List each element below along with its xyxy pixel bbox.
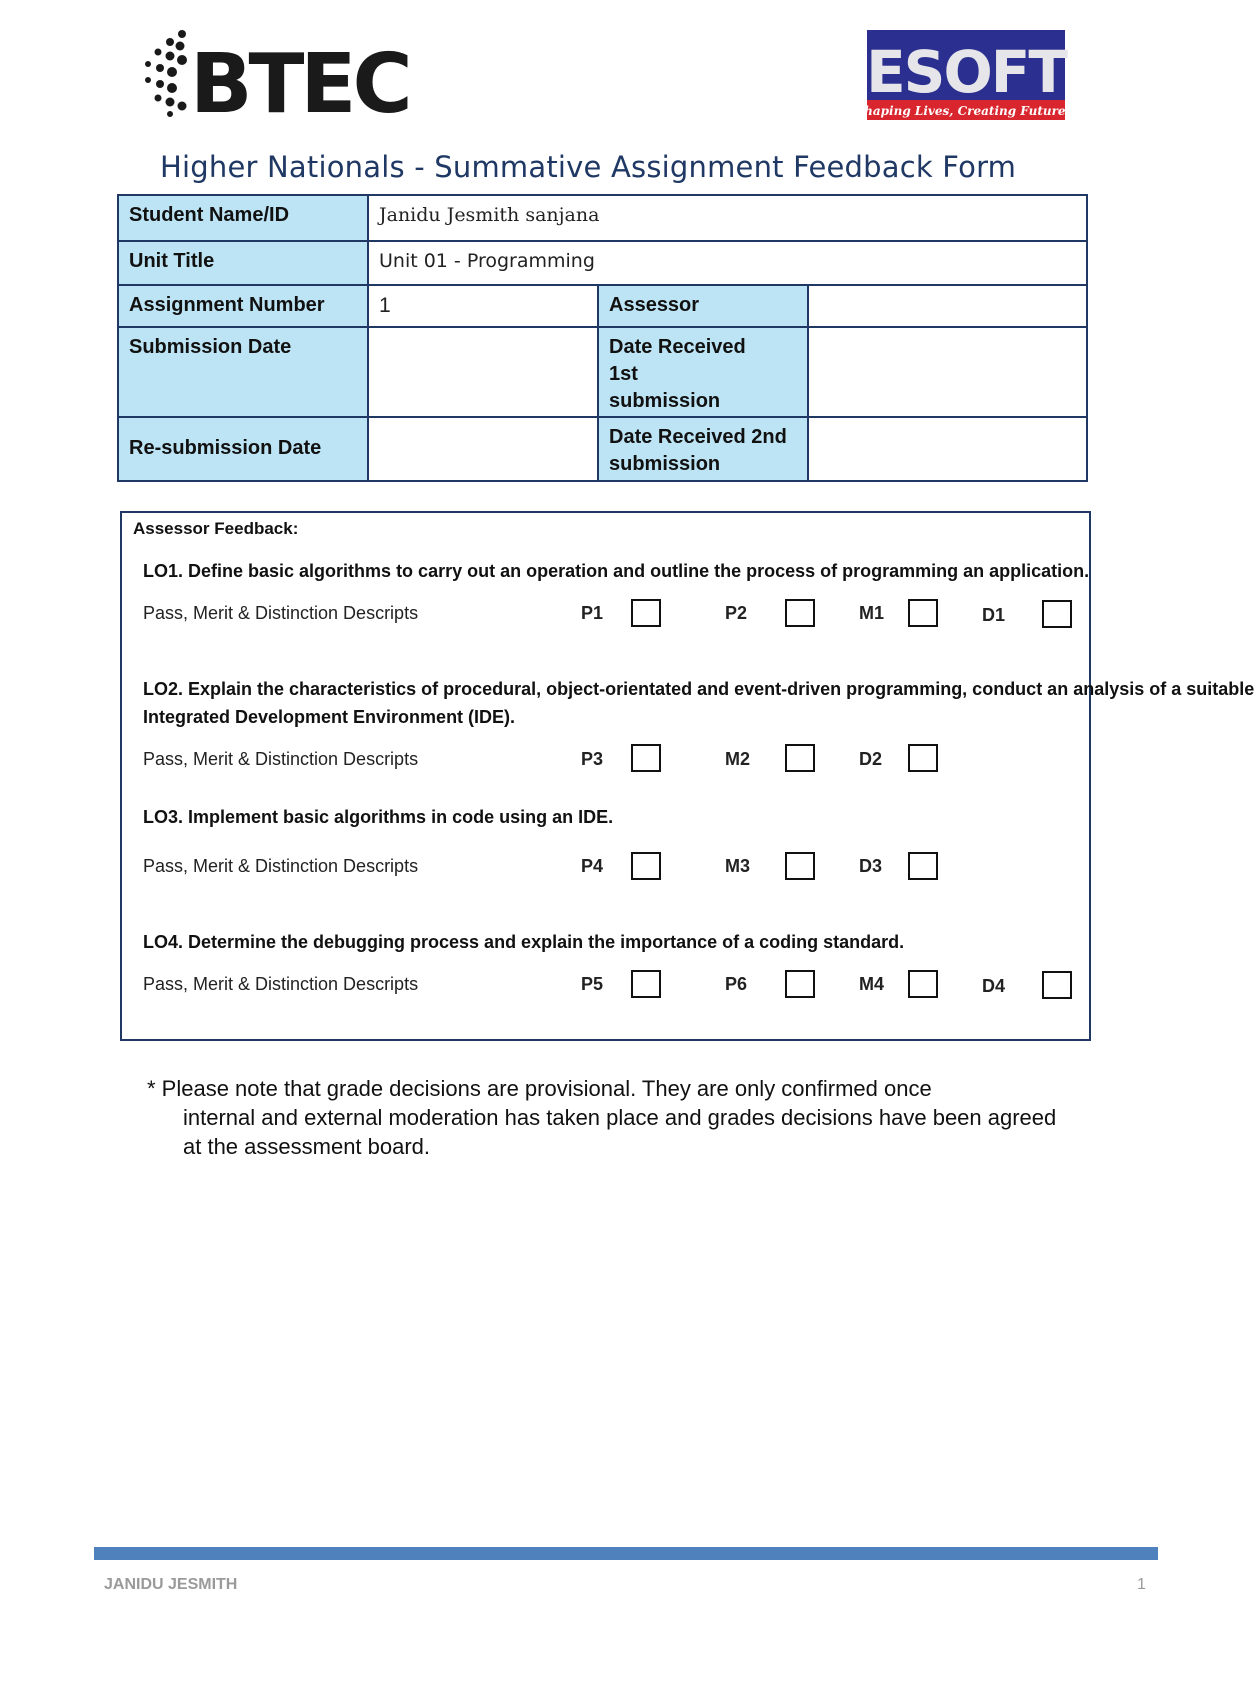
page-number: 1: [1137, 1576, 1146, 1593]
grade-note: [147, 1074, 1067, 1161]
feedback-heading: Assessor Feedback:: [133, 519, 299, 538]
p4-checkbox[interactable]: [631, 852, 661, 880]
footer-divider: [94, 1547, 1158, 1560]
lo3-text: LO3. Implement basic algorithms in code using an IDE.: [143, 807, 614, 827]
grade-note-line1: * Please note that grade decisions are provisional. They are only confirmed once: [147, 1076, 932, 1101]
form-title: Higher Nationals - Summative Assignment Feedback Form: [160, 150, 1017, 184]
unit-title-field[interactable]: Unit 01 - Programming: [367, 240, 1088, 286]
descripts-label: Pass, Merit & Distinction Descripts: [143, 974, 419, 994]
date-received-1st-label: Date Received 1st submission: [597, 326, 809, 418]
grade-code: P4: [581, 856, 604, 876]
grade-code: P3: [581, 749, 604, 769]
date-received-1st-field[interactable]: [807, 326, 1088, 418]
p1-checkbox[interactable]: [631, 599, 661, 627]
assessor-field[interactable]: [807, 284, 1088, 328]
student-name-label: Student Name/ID: [117, 194, 369, 242]
p6-checkbox[interactable]: [785, 970, 815, 998]
grade-code: D4: [982, 976, 1006, 996]
resubmission-date-label: Re-submission Date: [117, 416, 369, 482]
grade-code: M3: [725, 856, 751, 876]
grade-code: M1: [859, 603, 885, 623]
d1-checkbox[interactable]: [1042, 600, 1072, 628]
btec-logo-text: BTEC: [190, 37, 409, 132]
lo2-text: LO2. Explain the characteristics of procedural, object-orientated and event-driven programming, conduct an analysis of a suitable: [143, 679, 1254, 699]
assignment-number-label: Assignment Number: [117, 284, 369, 328]
grade-code: P1: [581, 603, 604, 623]
descripts-label: Pass, Merit & Distinction Descripts: [143, 603, 419, 623]
footer-author: JANIDU JESMITH: [104, 1576, 238, 1593]
unit-title-label: Unit Title: [117, 240, 369, 286]
d2-checkbox[interactable]: [908, 744, 938, 772]
m4-checkbox[interactable]: [908, 970, 938, 998]
grade-code: D3: [859, 856, 883, 876]
assessor-feedback-box: [120, 511, 1254, 1041]
p5-checkbox[interactable]: [631, 970, 661, 998]
esoft-logo-text: ESOFT: [866, 38, 1066, 106]
grade-code: M2: [725, 749, 751, 769]
btec-logo: [140, 22, 409, 132]
esoft-tagline: Shaping Lives, Creating Futures.: [855, 104, 1077, 118]
esoft-logo: [855, 30, 1077, 120]
student-name-field[interactable]: Janidu Jesmith sanjana: [367, 194, 1088, 242]
d3-checkbox[interactable]: [908, 852, 938, 880]
assignment-number-field[interactable]: 1: [367, 284, 599, 328]
grade-code: D2: [859, 749, 883, 769]
m1-checkbox[interactable]: [908, 599, 938, 627]
grade-code: P5: [581, 974, 604, 994]
m3-checkbox[interactable]: [785, 852, 815, 880]
descripts-label: Pass, Merit & Distinction Descripts: [143, 856, 419, 876]
d4-checkbox[interactable]: [1042, 971, 1072, 999]
grade-code: P2: [725, 603, 748, 623]
m2-checkbox[interactable]: [785, 744, 815, 772]
p3-checkbox[interactable]: [631, 744, 661, 772]
grade-code: P6: [725, 974, 748, 994]
assessor-label: Assessor: [597, 284, 809, 328]
p2-checkbox[interactable]: [785, 599, 815, 627]
grade-note-rest: internal and external moderation has taken place and grades decisions have been agreed at the assessment board.: [183, 1105, 1057, 1159]
lo4-text: LO4. Determine the debugging process and explain the importance of a coding standard.: [143, 932, 905, 952]
lo1-text: LO1. Define basic algorithms to carry out an operation and outline the process of programming an application.: [143, 561, 1090, 581]
resubmission-date-field[interactable]: [367, 416, 599, 482]
grade-code: D1: [982, 605, 1006, 625]
descripts-label: Pass, Merit & Distinction Descripts: [143, 749, 419, 769]
date-received-2nd-label: Date Received 2nd submission: [597, 416, 809, 482]
date-received-2nd-field[interactable]: [807, 416, 1088, 482]
lo2-text-continued: Integrated Development Environment (IDE).: [143, 707, 516, 727]
grade-code: M4: [859, 974, 885, 994]
submission-date-label: Submission Date: [117, 326, 369, 418]
submission-date-field[interactable]: [367, 326, 599, 418]
